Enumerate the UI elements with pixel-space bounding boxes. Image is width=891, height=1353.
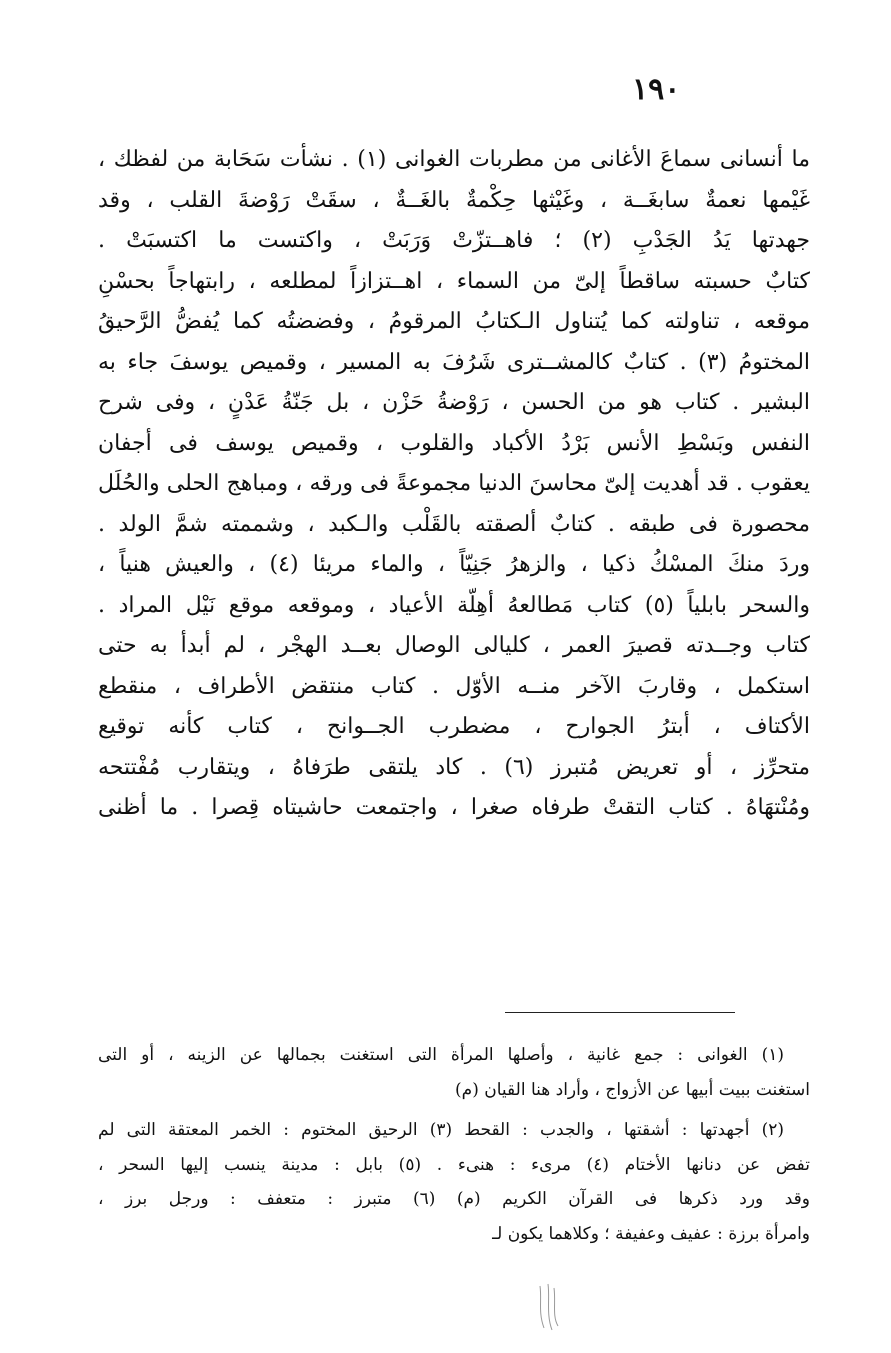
footnote-line: استغنت ببيت أبيها عن الأزواج ، وأراد هنا القيان (م) (455, 1079, 810, 1100)
text-line: النفس وبَسْطِ الأنس بَرْدُ الأكباد والقلوب ، وقميص يوسف فى أجفان (98, 430, 810, 456)
footnote-line: وقد ورد ذكرها فى القرآن الكريم (م) (٦) متبرز : متعفف : ورجل برز ، (98, 1189, 810, 1209)
footnotes (98, 1038, 810, 1251)
pen-mark (532, 1282, 572, 1332)
text-line: ومُنْتهَاهُ . كتاب التقتْ طرفاه صغرا ، واجتمعت حاشيتاه قِصرا . ما أظنى (98, 795, 810, 820)
text-line: المختومُ (٣) . كتابٌ كالمشــترى شَرُفَ به المسير ، وقميص يوسفَ جاء به (98, 349, 810, 375)
text-line: يعقوب . قد أهديت إلىّ محاسنَ الدنيا مجموعةً فى ورقه ، ومباهج الحلى والحُلَل (98, 471, 810, 496)
text-line: وردَ منكَ المسْكُ ذكيا ، والزهرُ جَنِيّاً ، والماء مريئا (٤) ، والعيش هنياً ، (98, 552, 810, 577)
page-number: ١٩٠ (632, 72, 681, 107)
footnote-divider (505, 1012, 735, 1013)
text-line: ما أنسانى سماعَ الأغانى من مطربات الغوانى (١) . نشأت سَحَابة من لفظك ، (98, 147, 810, 172)
footnote-line: وامرأة برزة : عفيف وعفيفة ؛ وكلاهما يكون لـ (492, 1223, 810, 1244)
text-line: الأكتاف ، أبترُ الجوارح ، مضطرب الجــوانح ، كتاب كأنه توقيع (98, 714, 810, 739)
text-line: متحرِّز ، أو تعريض مُتبرز (٦) . كاد يلتقى طرَفاهُ ، ويتقارب مُفْتتحه (98, 754, 810, 780)
text-line: موقعه ، تناولته كما يُتناول الـكتابُ المرقومُ ، وفضضتُه كما يُفضُّ الرَّحيقُ (98, 309, 810, 334)
footnote-line: تفض عن دنانها الأختام (٤) مرىء : هنىء . (٥) بابل : مدينة ينسب إليها السحر ، (98, 1154, 810, 1175)
footnote-line: (٢) أجهدتها : أشقتها ، والجدب : القحط (٣) الرحيق المختوم : الخمر المعتقة التى لم (98, 1120, 785, 1140)
text-line: كتابٌ حسبته ساقطاً إلىّ من السماء ، اهــتزازاً لمطلعه ، رابتهاجاً بحسْنِ (98, 268, 810, 294)
text-line: والسحر بابلياً (٥) كتاب مَطالعهُ أهِلّة الأعياد ، وموقعه موقع نَيْل المراد . (98, 592, 810, 618)
text-line: استكمل ، وقاربَ الآخر منــه الأوّل . كتاب منتقض الأطراف ، منقطع (98, 673, 810, 699)
footnote-line: (١) الغوانى : جمع غانية ، وأصلها المرأة التى استغنت بجمالها عن الزينه ، أو التى (98, 1045, 784, 1065)
text-line: غَيْمها نعمةٌ سابغَــة ، وغَيْثها حِكْمةٌ بالغَــةٌ ، سقَتْ رَوْضةَ القلب ، وقد (98, 187, 810, 213)
text-line: محصورة فى طبقه . كتابٌ ألصقته بالقَلْب والـكبد ، وشممته شمَّ الولد . (98, 511, 810, 537)
body-text (98, 140, 810, 829)
text-line: جهدتها يَدُ الجَدْبِ (٢) ؛ فاهــتزّتْ وَرَبَتْ ، واكتست ما اكتسبَتْ . (98, 228, 810, 253)
text-line: البشير . كتاب هو من الحسن ، رَوْضةُ حَزْن ، بل جَنّةُ عَدْنٍ ، وفى شرح (98, 390, 810, 415)
text-line: كتاب وجــدته قصيرَ العمر ، كليالى الوصال بعــد الهجْر ، لم أبدأ به حتى (98, 633, 810, 658)
